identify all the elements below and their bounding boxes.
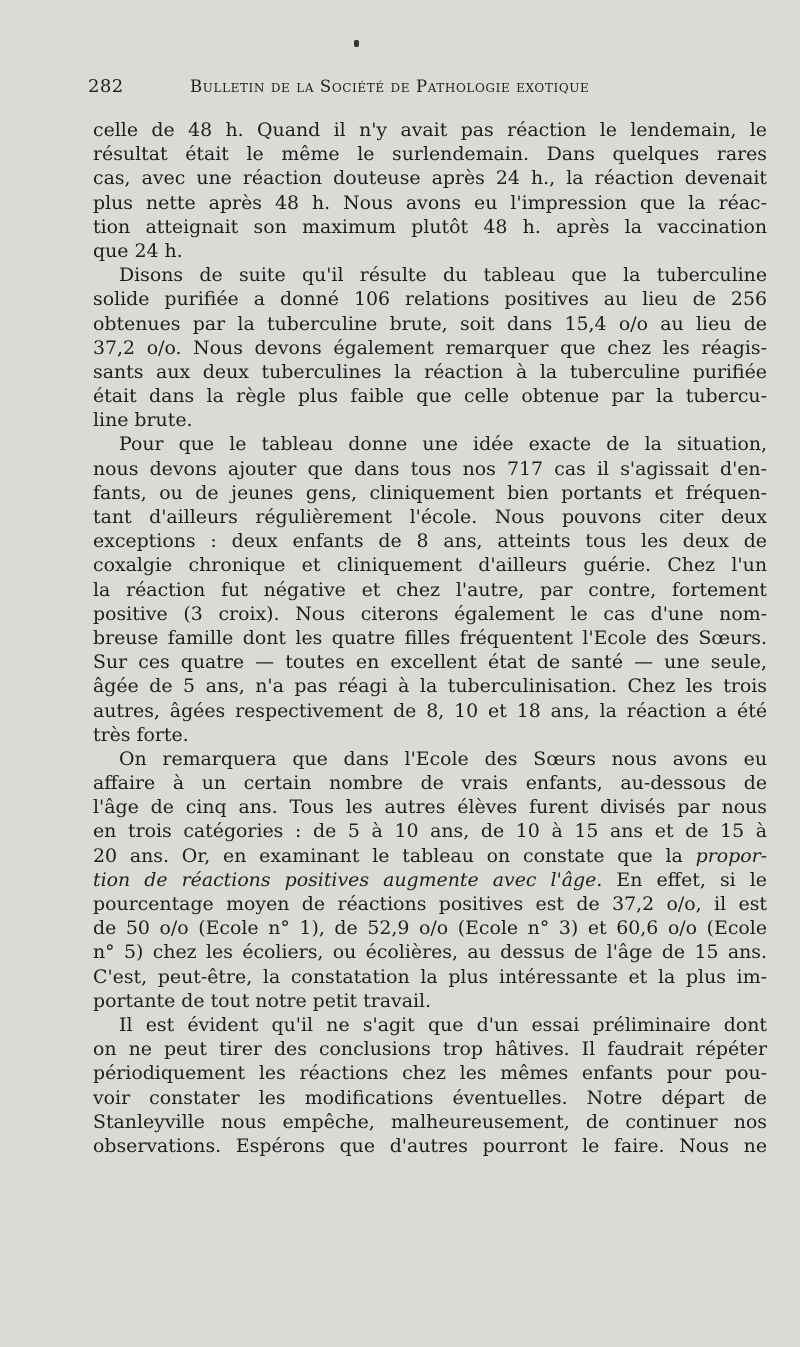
text-line: Pour que le tableau donne une idée exacte de la situation, [119, 433, 767, 456]
text-line: plus nette après 48 h. Nous avons eu l'impression que la réac- [93, 191, 767, 214]
text-line: fants, ou de jeunes gens, cliniquement bien portants et fréquen- [93, 481, 767, 504]
text-line: autres, âgées respectivement de 8, 10 et 18 ans, la réaction a été [93, 699, 767, 722]
text-line: C'est, peut-être, la constatation la plus intéressante et la plus im- [93, 965, 767, 988]
text-line: que 24 h. [93, 239, 183, 262]
text-line-mixed [93, 844, 767, 868]
text-line: la réaction fut négative et chez l'autre, par contre, fortement [93, 578, 767, 601]
italic-segment: tion de réactions positives augmente avec l'âge. [93, 868, 603, 891]
text-line: exceptions : deux enfants de 8 ans, atteints tous les deux de [93, 530, 767, 553]
page-number: 282 [88, 76, 124, 97]
text-segment: En effet, si le [616, 868, 767, 891]
text-line: âgée de 5 ans, n'a pas réagi à la tuberculinisation. Chez les trois [93, 675, 767, 698]
text-line: Stanleyville nous empêche, malheureusement, de continuer nos [93, 1110, 767, 1133]
ink-speck [354, 40, 359, 47]
text-line: l'âge de cinq ans. Tous les autres élèves furent divisés par nous [93, 796, 767, 819]
text-line: n° 5) chez les écoliers, ou écolières, au dessus de l'âge de 15 ans. [93, 941, 767, 964]
running-title: Bulletin de la Société de Pathologie exotique [190, 77, 590, 96]
text-segment: 20 ans. Or, en examinant le tableau on constate que la [93, 844, 683, 867]
text-line: solide purifiée a donné 106 relations positives au lieu de 256 [93, 288, 767, 311]
text-line: Il est évident qu'il ne s'agit que d'un essai préliminaire dont [119, 1013, 767, 1036]
italic-segment: propor- [695, 844, 767, 867]
text-line: périodiquement les réactions chez les mêmes enfants pour pou- [93, 1062, 767, 1085]
text-line: tant d'ailleurs régulièrement l'école. Nous pouvons citer deux [93, 506, 767, 528]
text-line: était dans la règle plus faible que celle obtenue par la tubercu- [93, 385, 767, 408]
text-line: portante de tout notre petit travail. [93, 989, 432, 1012]
text-line: affaire à un certain nombre de vrais enfants, au-dessous de [93, 772, 767, 795]
text-line: voir constater les modifications éventuelles. Notre départ de [93, 1086, 767, 1109]
text-line: sants aux deux tuberculines la réaction à la tuberculine purifiée [93, 360, 767, 383]
text-line: Disons de suite qu'il résulte du tableau que la tuberculine [119, 264, 767, 287]
text-line: pourcentage moyen de réactions positives est de 37,2 o/o, il est [93, 893, 767, 915]
text-line: on ne peut tirer des conclusions trop hâtives. Il faudrait répéter [93, 1038, 767, 1061]
text-line: de 50 o/o (Ecole n° 1), de 52,9 o/o (Ecole n° 3) et 60,6 o/o (Ecole [93, 917, 767, 940]
text-line: très forte. [93, 723, 189, 746]
text-line: cas, avec une réaction douteuse après 24 h., la réaction devenait [93, 167, 767, 190]
text-line: observations. Espérons que d'autres pourront le faire. Nous ne [93, 1134, 767, 1157]
text-line: nous devons ajouter que dans tous nos 717 cas il s'agissait d'en- [93, 457, 767, 480]
text-line: line brute. [93, 409, 193, 432]
text-line: coxalgie chronique et cliniquement d'ailleurs guérie. Chez l'un [93, 554, 767, 577]
text-line-mixed [93, 868, 767, 892]
text-line: Sur ces quatre — toutes en excellent état de santé — une seule, [93, 651, 767, 674]
text-line: celle de 48 h. Quand il n'y avait pas réaction le lendemain, le [93, 119, 767, 141]
text-line: résultat était le même le surlendemain. Dans quelques rares [93, 143, 767, 166]
text-line: en trois catégories : de 5 à 10 ans, de 10 à 15 ans et de 15 à [93, 820, 767, 843]
text-line: 37,2 o/o. Nous devons également remarquer que chez les réagis- [93, 336, 767, 359]
text-line: obtenues par la tuberculine brute, soit dans 15,4 o/o au lieu de [93, 312, 767, 335]
body-text [93, 118, 767, 1158]
text-line: breuse famille dont les quatre filles fréquentent l'Ecole des Sœurs. [93, 626, 767, 649]
text-line: On remarquera que dans l'Ecole des Sœurs nous avons eu [119, 747, 767, 770]
text-line: positive (3 croix). Nous citerons également le cas d'une nom- [93, 602, 767, 625]
text-line: tion atteignait son maximum plutôt 48 h. après la vaccination [93, 215, 767, 238]
page-header [88, 76, 720, 102]
